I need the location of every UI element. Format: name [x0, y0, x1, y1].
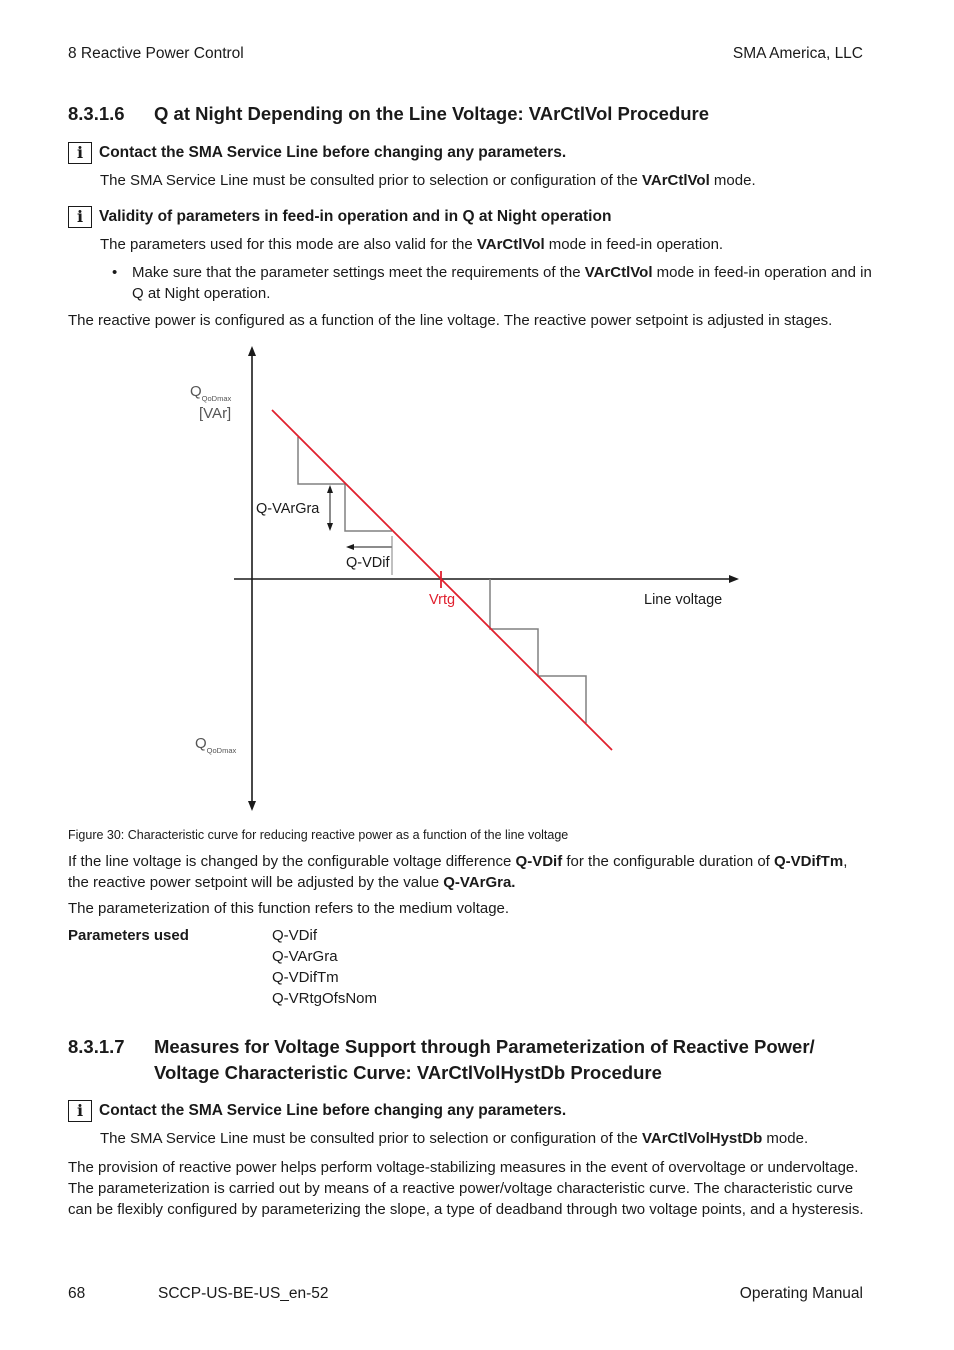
footer-doc-id: SCCP-US-BE-US_en-52	[158, 1285, 329, 1302]
parameter-item: Q-VDif	[272, 927, 317, 944]
q-bottom-label: $Q_{QoDmax}$	[195, 735, 237, 755]
note-contact-service-2	[68, 1100, 566, 1122]
bullet-item: • Make sure that the parameter settings meet the requirements of the VArCtlVol mode in feed-in operation and in Q at Night operation.	[112, 264, 872, 302]
vargra-arrow-up	[327, 485, 333, 493]
bullet-dot-icon: •	[112, 264, 118, 281]
note-title: Contact the SMA Service Line before changing any parameters.	[99, 144, 567, 162]
parameter-item: Q-VRtgOfsNom	[272, 990, 378, 1007]
info-icon: i	[68, 1100, 92, 1122]
intro-paragraph: The reactive power is configured as a function of the line voltage. The reactive power setpoint is adjusted in stages.	[68, 312, 833, 329]
section-number: 8.3.1.7	[68, 1036, 125, 1057]
figure-caption: Figure 30: Characteristic curve for reducing reactive power as a function of the line voltage	[68, 828, 569, 842]
explanation-paragraph: If the line voltage is changed by the configurable voltage difference Q-VDif for the configurable duration of Q-VDifTm, the reactive power setpoint will be adjusted by the value Q-VArGra.	[68, 853, 848, 891]
vdif-arrow-left	[346, 544, 354, 550]
note-text: The parameters used for this mode are also valid for the VArCtlVol mode in feed-in operation.	[100, 236, 724, 253]
parameters-list	[272, 926, 377, 1010]
parameter-item: Q-VArGra	[272, 948, 338, 965]
info-icon: i	[68, 142, 92, 164]
line-voltage-label: Line voltage	[644, 592, 723, 608]
vargra-label: Q-VArGra	[256, 501, 320, 517]
medium-voltage-note: The parameterization of this function refers to the medium voltage.	[68, 900, 510, 917]
section-title: Q at Night Depending on the Line Voltage: VArCtlVol Procedure	[154, 103, 710, 124]
q-top-label: $Q_{QoDmax}$	[190, 383, 232, 403]
provision-paragraph: The provision of reactive power helps perform voltage-stabilizing measures in the event of overvoltage or undervoltage. The parameterization is carried out by means of a reactive power/voltage characteristic curve. The characteristic curve can be flexibly configured by parameterizing the slope, a type of deadband through two voltage points, and a hysteresis.	[68, 1159, 864, 1218]
q-unit-label: [VAr]	[199, 405, 232, 422]
note-title: Validity of parameters in feed-in operation and in Q at Night operation	[99, 208, 612, 226]
y-axis-arrow-down	[248, 801, 256, 811]
vrtg-label: Vrtg	[429, 592, 456, 608]
vdif-label: Q-VDif	[346, 555, 390, 571]
note-text: The SMA Service Line must be consulted prior to selection or configuration of the VArCtlVolHystDb mode.	[100, 1130, 809, 1147]
parameters-label: Parameters used	[68, 927, 189, 944]
note-title: Contact the SMA Service Line before changing any parameters.	[99, 1102, 567, 1120]
y-axis-arrow-up	[248, 346, 256, 356]
running-header-right: SMA America, LLC	[732, 45, 863, 62]
x-axis-arrow	[729, 575, 739, 583]
info-icon: i	[68, 206, 92, 228]
section-number: 8.3.1.6	[68, 103, 125, 124]
section-title: Measures for Voltage Support through Parameterization of Reactive Power/ Voltage Characteristic Curve: VArCtlVolHystDb Procedure	[154, 1036, 815, 1083]
vargra-arrow-down	[327, 523, 333, 531]
running-header-left: 8 Reactive Power Control	[68, 45, 244, 62]
footer-manual: Operating Manual	[739, 1285, 863, 1302]
note-text: The SMA Service Line must be consulted prior to selection or configuration of the VArCtlVol mode.	[100, 172, 756, 189]
footer-page-number: 68	[68, 1285, 86, 1302]
parameter-item: Q-VDifTm	[272, 969, 339, 986]
step-lines-lower	[490, 579, 586, 723]
characteristic-curve-line	[272, 410, 612, 750]
